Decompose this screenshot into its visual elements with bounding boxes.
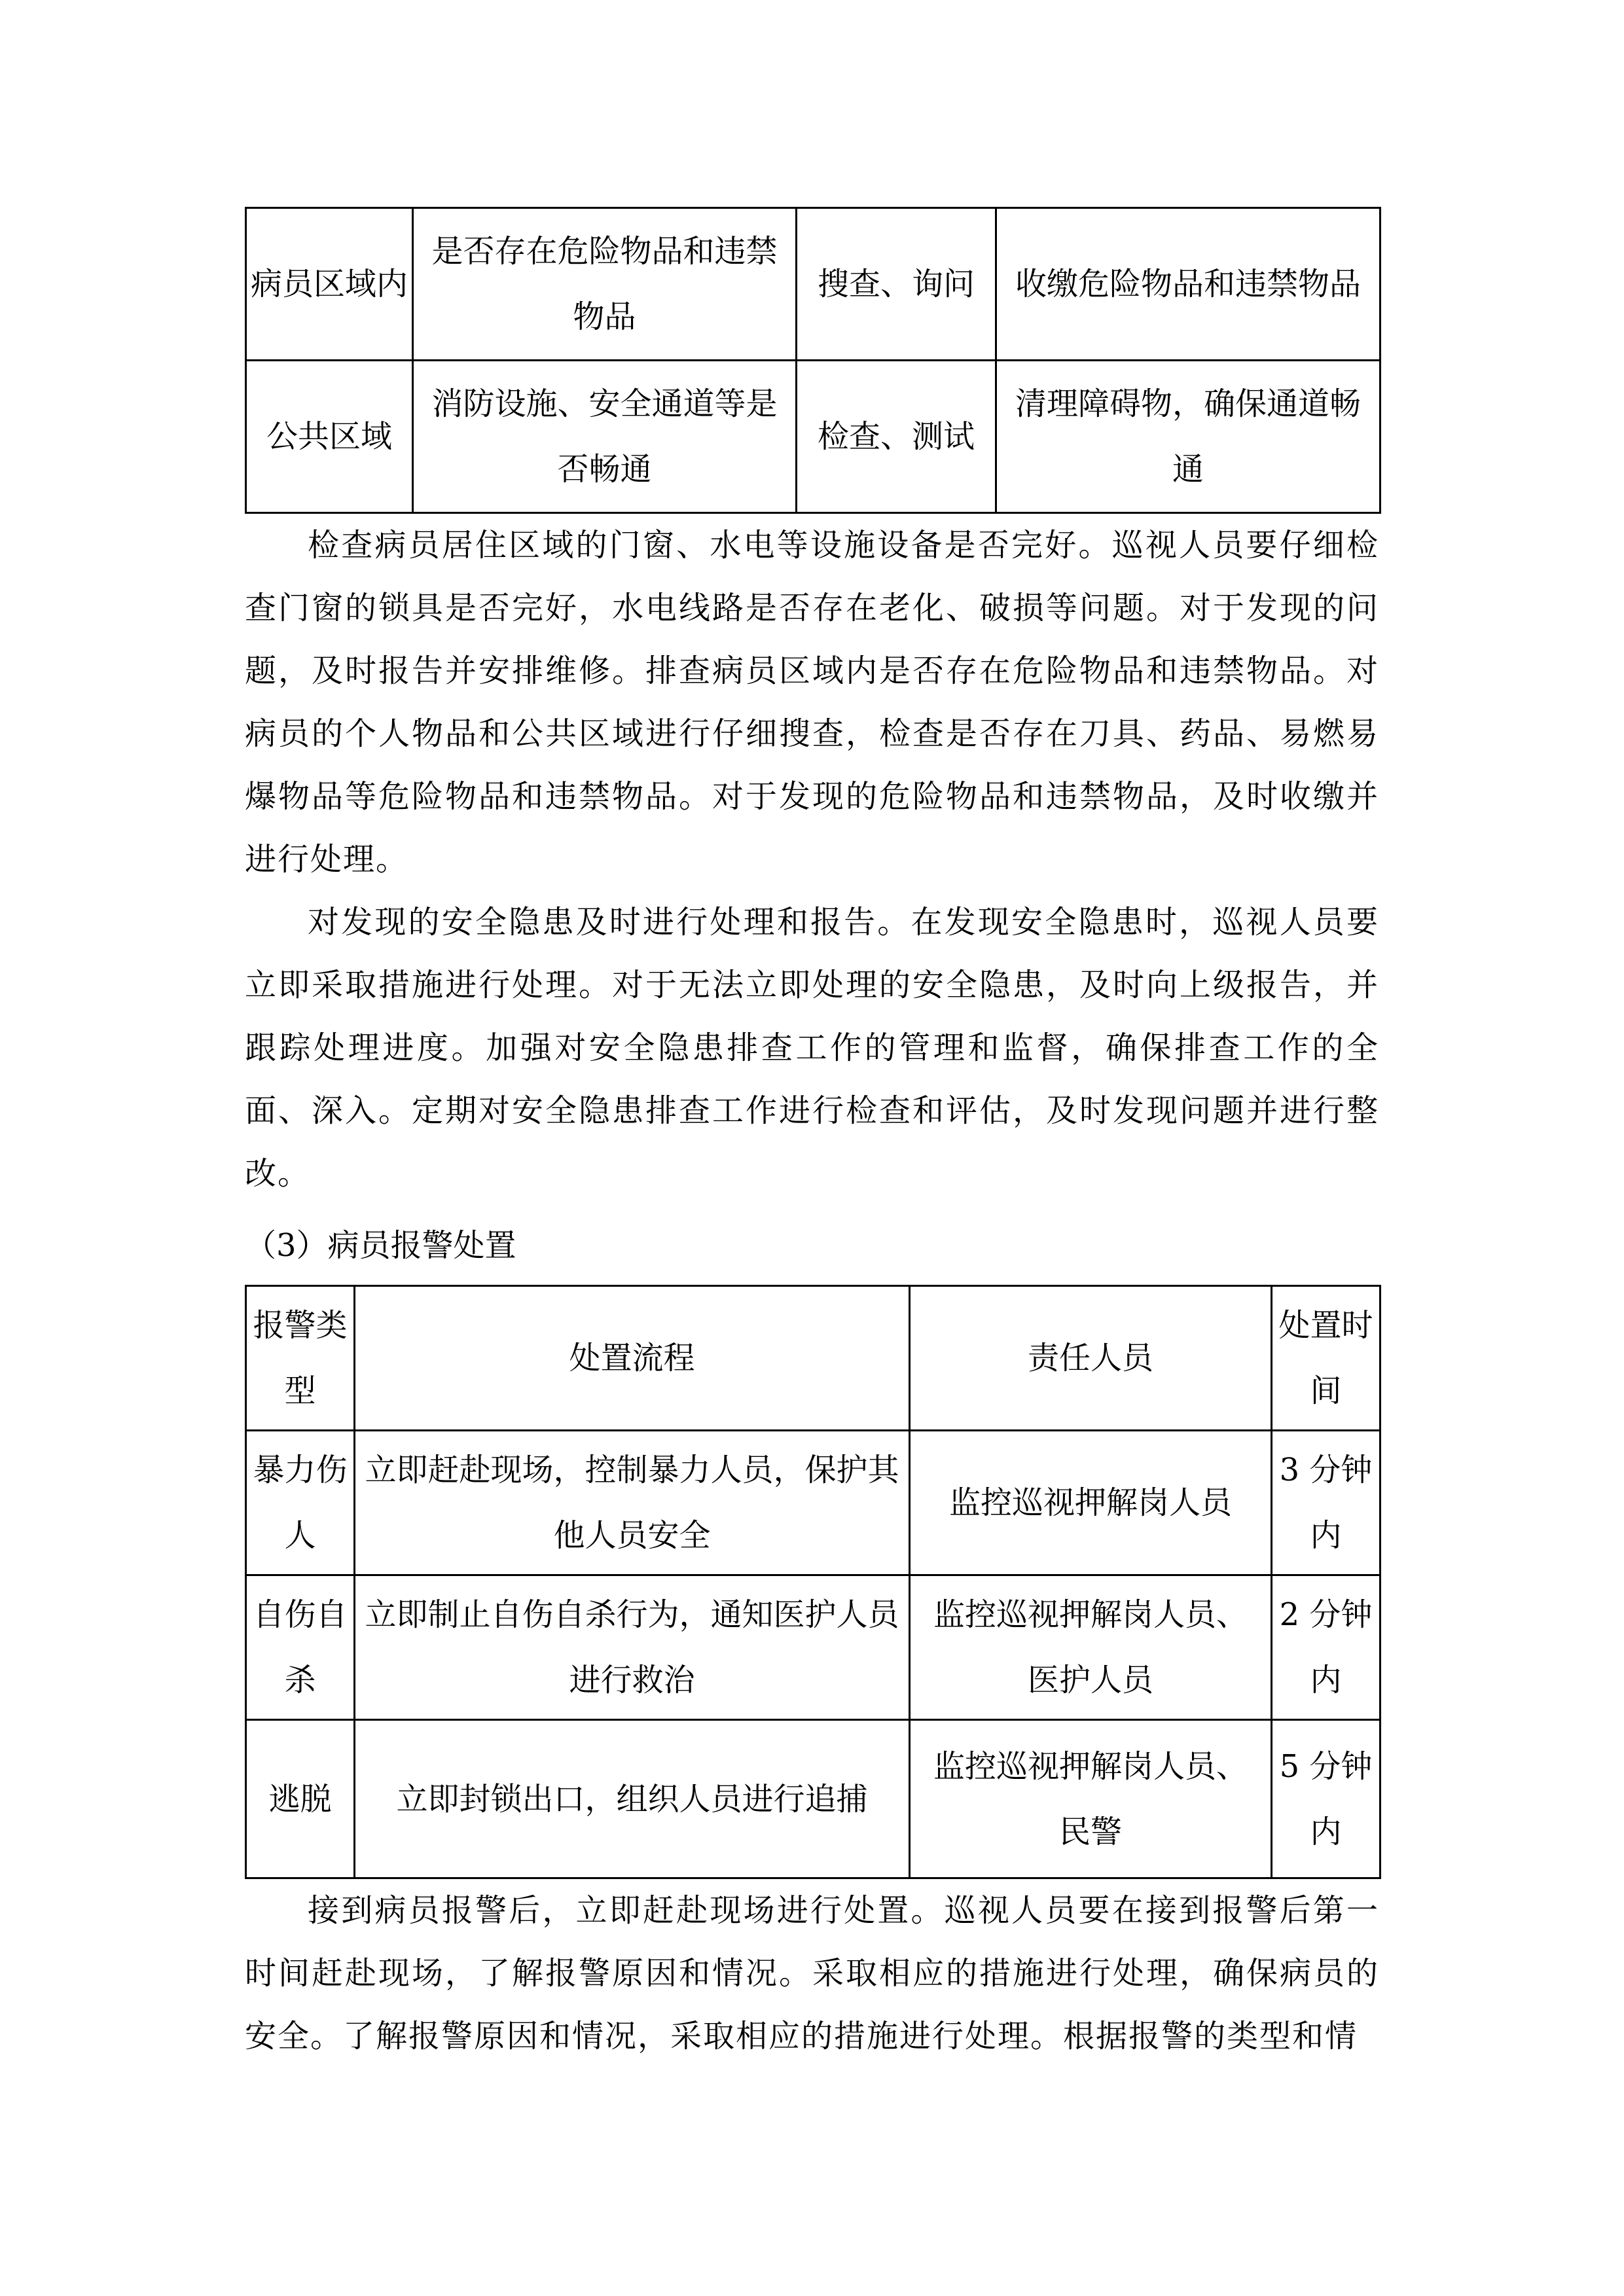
process-cell: 立即制止自伤自杀行为，通知医护人员进行救治 bbox=[355, 1575, 910, 1720]
table-row bbox=[246, 208, 1380, 361]
time-cell: 3 分钟内 bbox=[1272, 1431, 1380, 1575]
check-item-cell: 消防设施、安全通道等是否畅通 bbox=[413, 361, 797, 513]
table-row bbox=[246, 361, 1380, 513]
section-heading: （3）病员报警处置 bbox=[245, 1227, 516, 1264]
time-cell: 5 分钟内 bbox=[1272, 1720, 1380, 1878]
header-process: 处置流程 bbox=[355, 1286, 910, 1431]
paragraph-hazard-handling: 对发现的安全隐患及时进行处理和报告。在发现安全隐患时，巡视人员要立即采取措施进行处理。对于无法立即处理的安全隐患，及时向上级报告，并跟踪处理进度。加强对安全隐患排查工作的管理和监督，确保排查工作的全面、深入。定期对安全隐患排查工作进行检查和评估，及时发现问题并进行整改。 bbox=[245, 904, 1379, 1192]
table-header-row bbox=[246, 1286, 1380, 1431]
table-row bbox=[246, 1575, 1380, 1720]
area-cell: 公共区域 bbox=[246, 361, 413, 513]
action-cell: 收缴危险物品和违禁物品 bbox=[996, 208, 1380, 361]
check-item-cell: 是否存在危险物品和违禁物品 bbox=[413, 208, 797, 361]
paragraph-facility-check: 检查病员居住区域的门窗、水电等设施设备是否完好。巡视人员要仔细检查门窗的锁具是否完好，水电线路是否存在老化、破损等问题。对于发现的问题，及时报告并安排维修。排查病员区域内是否存在危险物品和违禁物品。对病员的个人物品和公共区域进行仔细搜查，检查是否存在刀具、药品、易燃易爆物品等危险物品和违禁物品。对于发现的危险物品和违禁物品，及时收缴并进行处理。 bbox=[245, 527, 1379, 878]
time-cell: 2 分钟内 bbox=[1272, 1575, 1380, 1720]
process-cell: 立即赶赴现场，控制暴力人员，保护其他人员安全 bbox=[355, 1431, 910, 1575]
header-time: 处置时间 bbox=[1272, 1286, 1380, 1431]
method-cell: 检查、测试 bbox=[797, 361, 996, 513]
hazard-check-table bbox=[245, 207, 1381, 514]
table-row bbox=[246, 1720, 1380, 1878]
responsible-cell: 监控巡视押解岗人员、民警 bbox=[910, 1720, 1272, 1878]
table-row bbox=[246, 1431, 1380, 1575]
alarm-type-cell: 逃脱 bbox=[246, 1720, 355, 1878]
alarm-type-cell: 暴力伤人 bbox=[246, 1431, 355, 1575]
alarm-type-cell: 自伤自杀 bbox=[246, 1575, 355, 1720]
responsible-cell: 监控巡视押解岗人员 bbox=[910, 1431, 1272, 1575]
header-responsible: 责任人员 bbox=[910, 1286, 1272, 1431]
responsible-cell: 监控巡视押解岗人员、医护人员 bbox=[910, 1575, 1272, 1720]
paragraph-alarm-response: 接到病员报警后，立即赶赴现场进行处置。巡视人员要在接到报警后第一时间赶赴现场，了解报警原因和情况。采取相应的措施进行处理，确保病员的安全。了解报警原因和情况，采取相应的措施进行处理。根据报警的类型和情 bbox=[245, 1892, 1379, 2054]
header-type: 报警类型 bbox=[246, 1286, 355, 1431]
process-cell: 立即封锁出口，组织人员进行追捕 bbox=[355, 1720, 910, 1878]
document-page bbox=[245, 207, 1379, 2068]
action-cell: 清理障碍物，确保通道畅通 bbox=[996, 361, 1380, 513]
area-cell: 病员区域内 bbox=[246, 208, 413, 361]
alarm-handling-table bbox=[245, 1285, 1381, 1879]
method-cell: 搜查、询问 bbox=[797, 208, 996, 361]
